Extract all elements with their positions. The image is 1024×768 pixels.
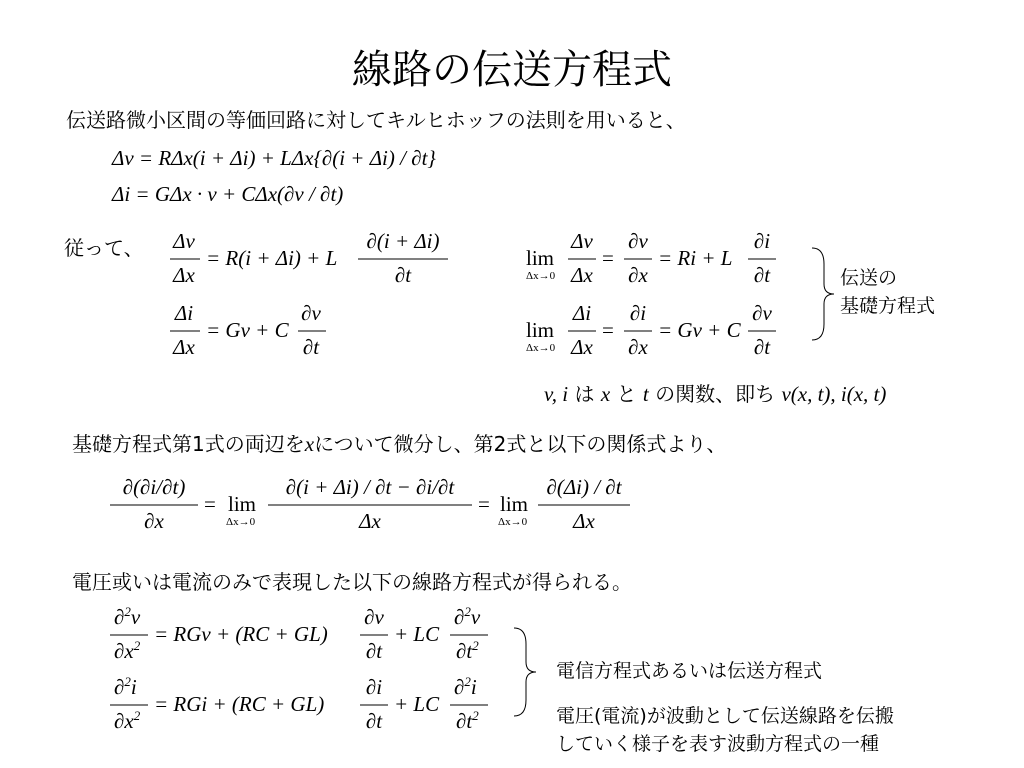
- frac-den: Δx: [571, 263, 593, 287]
- lhs-var: v: [130, 605, 141, 629]
- lhs-den-sup: 2: [133, 708, 141, 723]
- basic-label-line-1: 伝送の: [840, 267, 898, 289]
- rhs-sup: 2: [464, 604, 471, 619]
- lim-label-2: lim: [500, 492, 529, 516]
- differentiate-text: [72, 428, 726, 457]
- svg-text:∂2i: [454, 674, 477, 699]
- lim-sub: Δx→0: [526, 270, 556, 282]
- equation-difference-current: [168, 296, 348, 368]
- thus-label: 従って、: [64, 236, 144, 260]
- frac-num: Δv: [173, 229, 195, 253]
- svg-text:∂2v: [454, 604, 481, 629]
- mid-num: ∂(i + Δi) / ∂t − ∂i/∂t: [285, 475, 455, 499]
- deriv-num: ∂i: [365, 675, 383, 699]
- page-title: 線路の伝送方程式: [352, 47, 672, 93]
- lim-sub: Δx→0: [526, 342, 556, 354]
- deriv-num: ∂(i + Δi): [366, 229, 440, 253]
- basic-equation-brace: [808, 244, 838, 344]
- differentiate-part-2: について微分し、第2式と以下の関係式より、: [314, 432, 727, 456]
- deriv-den: ∂t: [753, 335, 771, 359]
- svg-text:∂2v: [114, 604, 141, 629]
- partial-num: ∂v: [628, 229, 648, 253]
- equals: =: [602, 318, 614, 342]
- frac-rhs: = Gv + C: [658, 318, 741, 342]
- mid-den: Δx: [359, 509, 381, 533]
- wave-note: [556, 702, 894, 758]
- lhs-den: ∂x: [144, 509, 164, 533]
- frac-den: Δx: [173, 335, 195, 359]
- equation-limit-voltage: [524, 224, 794, 296]
- frac-rhs: = Gv + C: [206, 318, 289, 342]
- svg-text:∂2i: [114, 674, 137, 699]
- equals-2: =: [478, 492, 490, 516]
- frac-den: Δx: [173, 263, 195, 287]
- lhs-den-sup: 2: [133, 638, 141, 653]
- frac-rhs: = R(i + Δi) + L: [206, 246, 338, 270]
- equation-voltage-drop: Δv = RΔx(i + Δi) + LΔx{∂(i + Δi) / ∂t}: [112, 146, 436, 170]
- telegraph-label: 電信方程式あるいは伝送方程式: [556, 660, 823, 682]
- svg-text:∂x2: [114, 708, 141, 733]
- lim-label: lim: [526, 318, 555, 342]
- equation-difference-voltage: [168, 224, 458, 296]
- rest: の関数、即ち: [655, 382, 776, 406]
- lhs-sup: 2: [124, 674, 131, 689]
- deriv-den: ∂t: [302, 335, 320, 359]
- right-den: Δx: [573, 509, 595, 533]
- lim-sub: Δx→0: [226, 516, 256, 528]
- svg-text:∂x2: [114, 638, 141, 663]
- equals-1: =: [204, 492, 216, 516]
- rhs-den: ∂t: [456, 709, 473, 733]
- frac-num: Δv: [571, 229, 593, 253]
- vars: v, i: [544, 382, 569, 406]
- frac-rhs: = Ri + L: [658, 246, 733, 270]
- deriv-den: ∂t: [753, 263, 771, 287]
- plus-lc: + LC: [394, 622, 440, 646]
- deriv-den: ∂t: [365, 639, 383, 663]
- var-t: t: [642, 382, 649, 406]
- wave-note-line-2: していく様子を表す波動方程式の一種: [556, 733, 880, 755]
- lhs-sup: 2: [124, 604, 131, 619]
- wave-equation-voltage: [108, 600, 498, 672]
- differentiate-part-1: 基礎方程式第1式の両辺を: [72, 432, 305, 456]
- svg-text:∂t2: [456, 638, 479, 663]
- to: と: [616, 382, 637, 406]
- rhs-1: = RGv + (RC + GL): [154, 622, 328, 646]
- wave-equation-brace: [510, 624, 540, 720]
- basic-equation-label: [840, 264, 935, 320]
- plus-lc: + LC: [394, 692, 440, 716]
- svg-text:∂t2: [456, 708, 479, 733]
- equation-limit-current: [524, 296, 794, 368]
- function-note: [544, 378, 886, 407]
- equals: =: [602, 246, 614, 270]
- equation-relation: [108, 470, 648, 542]
- lhs-partial: ∂: [114, 605, 125, 629]
- basic-label-line-2: 基礎方程式: [840, 295, 936, 317]
- rhs-partial: ∂: [454, 605, 465, 629]
- rhs-den-sup: 2: [472, 638, 479, 653]
- lhs-var: i: [130, 675, 137, 699]
- frac-num: Δi: [572, 301, 592, 325]
- partial-den: ∂x: [628, 335, 648, 359]
- deriv-den: ∂t: [365, 709, 383, 733]
- deriv-num: ∂i: [753, 229, 771, 253]
- rhs-den-sup: 2: [472, 708, 479, 723]
- rhs-sup: 2: [464, 674, 471, 689]
- deriv-den: ∂t: [394, 263, 412, 287]
- result-text: 電圧或いは電流のみで表現した以下の線路方程式が得られる。: [72, 570, 632, 594]
- lim-sub-2: Δx→0: [498, 516, 528, 528]
- lhs-den: ∂x: [114, 709, 134, 733]
- deriv-num: ∂v: [301, 301, 321, 325]
- lhs-den: ∂x: [114, 639, 134, 663]
- var-x: x: [600, 382, 611, 406]
- intro-text: 伝送路微小区間の等価回路に対してキルヒホッフの法則を用いると、: [66, 108, 686, 132]
- lim-label: lim: [228, 492, 257, 516]
- lim-label: lim: [526, 246, 555, 270]
- function-form: v(x, t), i(x, t): [781, 382, 887, 406]
- wave-note-line-1: 電圧(電流)が波動として伝送線路を伝搬: [556, 705, 894, 727]
- rhs-1: = RGi + (RC + GL): [154, 692, 325, 716]
- rhs-var: i: [470, 675, 477, 699]
- rhs-partial: ∂: [454, 675, 465, 699]
- deriv-num: ∂v: [752, 301, 772, 325]
- equation-current-drop: Δi = GΔx · v + CΔx(∂v / ∂t): [112, 182, 344, 206]
- right-num: ∂(Δi) / ∂t: [546, 475, 622, 499]
- lhs-partial: ∂: [114, 675, 125, 699]
- frac-den: Δx: [571, 335, 593, 359]
- differentiate-var: x: [304, 432, 315, 456]
- partial-den: ∂x: [628, 263, 648, 287]
- deriv-num: ∂v: [364, 605, 384, 629]
- rhs-var: v: [470, 605, 481, 629]
- wave-equation-current: [108, 670, 498, 742]
- partial-num: ∂i: [629, 301, 647, 325]
- rhs-den: ∂t: [456, 639, 473, 663]
- frac-num: Δi: [174, 301, 194, 325]
- lhs-num: ∂(∂i/∂t): [122, 475, 186, 499]
- ha: は: [574, 382, 595, 406]
